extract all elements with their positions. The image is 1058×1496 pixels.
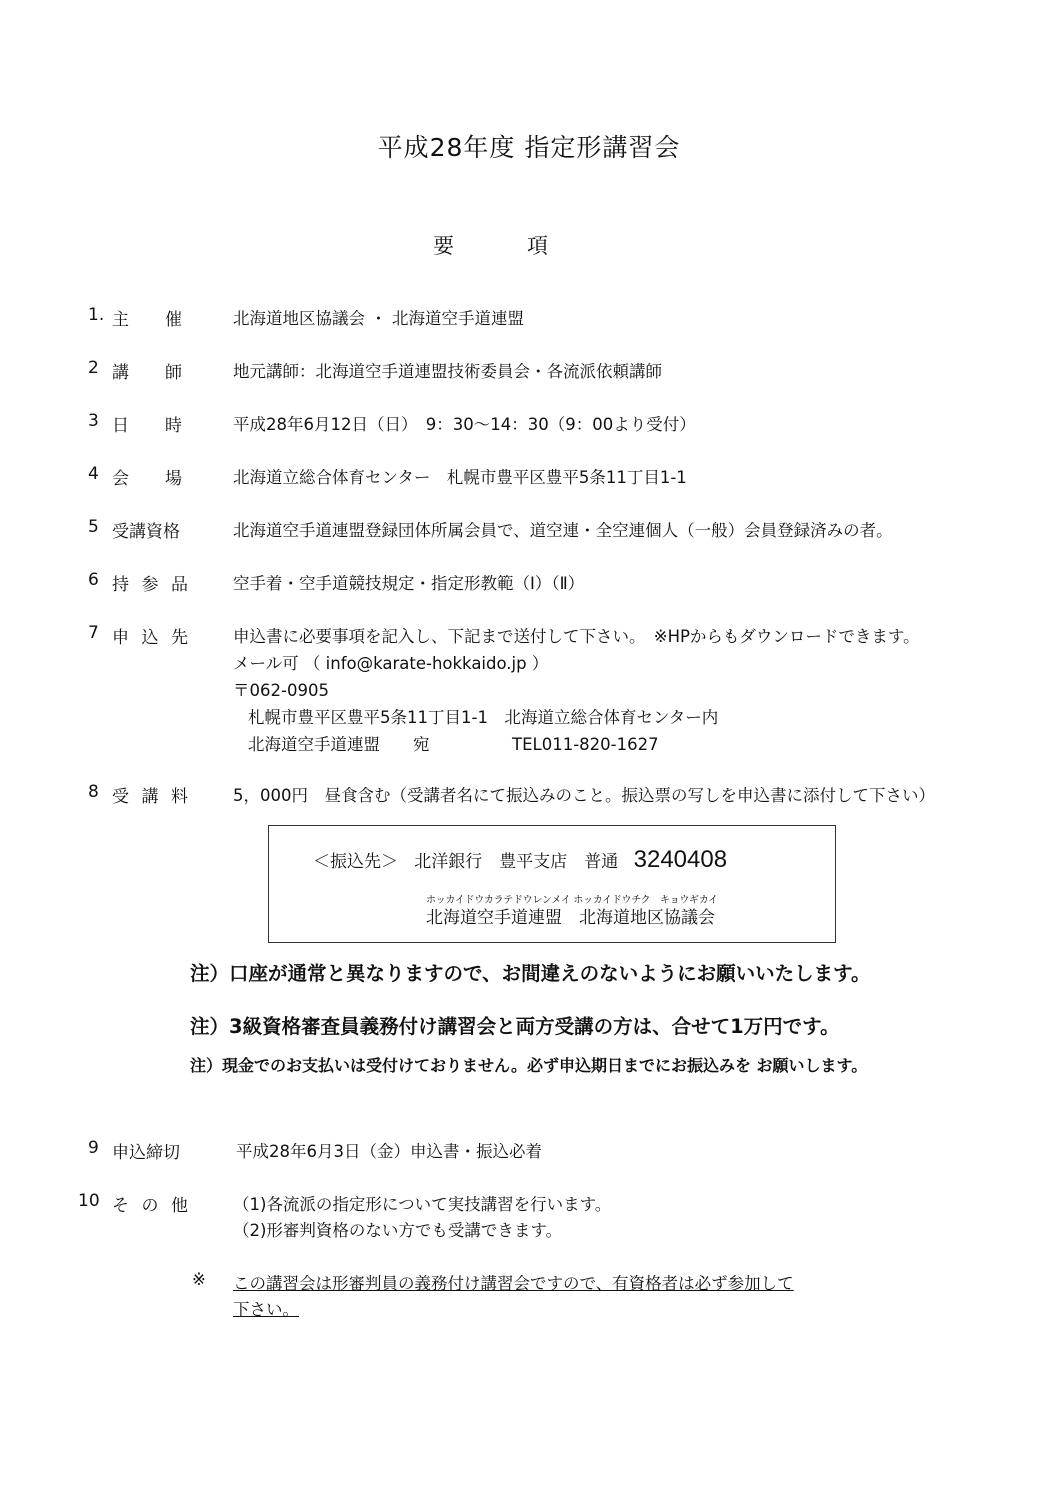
item-6-label (112, 570, 188, 595)
item-4-label (112, 464, 182, 489)
recipient-tel-line: 北海道空手道連盟 宛 TEL011-820-1627 (248, 735, 659, 754)
item-4-label-char: 会 (112, 469, 129, 489)
item-3-label-char: 時 (165, 416, 182, 436)
item-3-label (112, 411, 182, 436)
item-8-value: 5，000円 昼食含む（受講者名にて振込みのこと。振込票の写しを申込書に添付して下さい） (233, 786, 935, 805)
item-6-label-char: 品 (171, 575, 188, 595)
item-2-label-char: 講 (112, 363, 129, 383)
item-1-label-char: 主 (112, 310, 129, 330)
item-8-label-char: 料 (171, 787, 188, 807)
item-1-label-char: 催 (165, 310, 182, 330)
item-2-number: 2 (88, 358, 99, 378)
item-7-label-char: 申 (112, 628, 129, 648)
item-10-label-char: 他 (171, 1196, 188, 1216)
item-8-number: 8 (88, 782, 99, 802)
bank-transfer-box (268, 825, 836, 943)
subtitle-char-1: 要 (433, 234, 454, 258)
note-1: 注）口座が通常と異なりますので、お間違えのないようにお願いいたします。 (190, 962, 871, 985)
item-4-label-char: 場 (165, 469, 182, 489)
item-3-number: 3 (88, 411, 99, 431)
item-9-label-text: 申込締切 (112, 1143, 180, 1163)
item-2-value: 地元講師：北海道空手道連盟技術委員会・各流派依頼講師 (233, 362, 662, 381)
item-9-value: 平成28年6月3日（金）申込書・振込必着 (236, 1142, 542, 1161)
item-3-label-char: 日 (112, 416, 129, 436)
item-1-value: 北海道地区協議会 ・ 北海道空手道連盟 (233, 309, 524, 328)
item-7-number: 7 (88, 623, 99, 643)
item-8-label-char: 講 (141, 787, 159, 807)
item-6-label-char: 参 (141, 575, 159, 595)
item-2-label-char: 師 (165, 363, 182, 383)
item-10-label-char: そ (112, 1196, 129, 1216)
remark-mark: ※ (192, 1270, 206, 1289)
note-3: 注）現金でのお支払いは受付けておりません。必ず申込期日までにお振込みを お願いします。 (190, 1056, 868, 1075)
item-10-value-line-1: （1)各流派の指定形について実技講習を行います。 (233, 1195, 612, 1214)
note-2: 注）3級資格審査員義務付け講習会と両方受講の方は、合せて1万円です。 (190, 1015, 840, 1038)
account-number: 3240408 (633, 846, 728, 873)
bank-name: 北洋銀行 豊平支店 普通 (414, 852, 619, 872)
item-10-label (112, 1191, 188, 1216)
item-8-label-char: 受 (112, 787, 129, 807)
item-9-label (112, 1138, 188, 1163)
email-line[interactable]: メール可 （ info@karate-hokkaido.jp ） (233, 654, 549, 673)
item-7-label-char: 先 (171, 628, 188, 648)
item-7-value-line-1: 申込書に必要事項を記入し、下記まで送付して下さい。 ※HPからもダウンロードできます。 (233, 627, 920, 646)
item-1-label (112, 305, 182, 330)
item-6-number: 6 (88, 570, 99, 590)
account-holder: 北海道空手道連盟 北海道地区協議会 (426, 908, 715, 928)
item-5-value: 北海道空手道連盟登録団体所属会員で、道空連・全空連個人（一般）会員登録済みの者。 (233, 521, 893, 540)
page-title: 平成28年度 指定形講習会 (377, 133, 681, 162)
item-9-number: 9 (88, 1138, 99, 1158)
item-7-label (112, 623, 188, 648)
item-6-value: 空手着・空手道競技規定・指定形教範（Ⅰ）（Ⅱ） (233, 574, 585, 593)
remark-line-1: この講習会は形審判員の義務付け講習会ですので、有資格者は必ず参加して (233, 1274, 794, 1293)
item-1-number: 1. (88, 305, 105, 325)
item-5-number: 5 (88, 517, 99, 537)
remark-line-2: 下さい。 (233, 1300, 299, 1319)
item-10-number: 10 (78, 1191, 100, 1211)
subtitle-char-2: 項 (527, 234, 548, 258)
item-5-label (112, 517, 188, 542)
bank-label: ＜振込先＞ (313, 852, 398, 872)
item-5-label-text: 受講資格 (112, 522, 180, 542)
item-4-value: 北海道立総合体育センター 札幌市豊平区豊平5条11丁目1-1 (233, 468, 687, 487)
account-holder-kana: ホッカイドウカラテドウレンメイ ホッカイドウチク キョウギカイ (426, 895, 718, 906)
address-line: 札幌市豊平区豊平5条11丁目1-1 北海道立総合体育センター内 (248, 708, 719, 727)
item-8-label (112, 782, 188, 807)
item-10-label-char: の (141, 1196, 159, 1216)
item-2-label (112, 358, 182, 383)
item-7-label-char: 込 (141, 628, 159, 648)
postal-code: 〒062-0905 (233, 681, 329, 700)
item-10-value-line-2: （2)形審判資格のない方でも受講できます。 (233, 1221, 563, 1240)
item-3-value: 平成28年6月12日（日） 9：30～14：30（9：00より受付） (233, 415, 696, 434)
item-4-number: 4 (88, 464, 99, 484)
bank-line (313, 846, 727, 874)
item-6-label-char: 持 (112, 575, 129, 595)
